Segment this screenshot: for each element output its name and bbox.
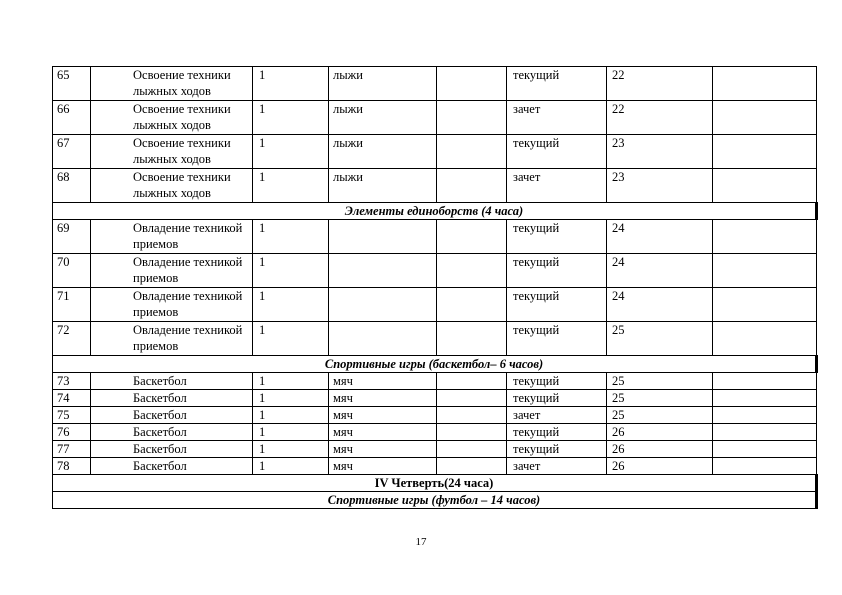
table-row [53, 441, 817, 458]
week-cell: 25 [607, 373, 713, 390]
control-type-cell: текущий [507, 390, 607, 407]
hours-cell: 1 [253, 373, 329, 390]
extra-cell [437, 373, 507, 390]
lesson-number-cell: 76 [53, 424, 91, 441]
week-cell: 23 [607, 169, 713, 203]
extra-cell [437, 288, 507, 322]
hours-cell: 1 [253, 288, 329, 322]
lesson-number-cell: 69 [53, 220, 91, 254]
extra-cell [437, 169, 507, 203]
section-heading-row [53, 203, 817, 220]
section-heading: Элементы единоборств (4 часа) [53, 203, 817, 220]
lesson-topic-cell: Освоение техники лыжных ходов [91, 101, 253, 135]
note-cell [713, 101, 817, 135]
lesson-number-cell: 71 [53, 288, 91, 322]
note-cell [713, 220, 817, 254]
table-row [53, 169, 817, 203]
section-heading-row [53, 475, 817, 492]
table-row [53, 373, 817, 390]
equipment-cell: лыжи [329, 101, 437, 135]
extra-cell [437, 220, 507, 254]
control-type-cell: зачет [507, 458, 607, 475]
lesson-topic-cell: Овладение техникой приемов [91, 322, 253, 356]
lesson-number-cell: 65 [53, 67, 91, 101]
equipment-cell [329, 288, 437, 322]
lesson-topic-cell: Баскетбол [91, 458, 253, 475]
hours-cell: 1 [253, 424, 329, 441]
hours-cell: 1 [253, 135, 329, 169]
lesson-number-cell: 66 [53, 101, 91, 135]
hours-cell: 1 [253, 254, 329, 288]
control-type-cell: текущий [507, 254, 607, 288]
lesson-topic-cell: Овладение техникой приемов [91, 288, 253, 322]
week-cell: 25 [607, 322, 713, 356]
control-type-cell: зачет [507, 407, 607, 424]
lesson-number-cell: 68 [53, 169, 91, 203]
hours-cell: 1 [253, 67, 329, 101]
extra-cell [437, 322, 507, 356]
section-heading: IV Четверть(24 часа) [53, 475, 817, 492]
lesson-topic-cell: Баскетбол [91, 424, 253, 441]
lesson-number-cell: 78 [53, 458, 91, 475]
control-type-cell: зачет [507, 101, 607, 135]
note-cell [713, 373, 817, 390]
table-row [53, 288, 817, 322]
week-cell: 24 [607, 254, 713, 288]
extra-cell [437, 390, 507, 407]
section-heading: Спортивные игры (футбол – 14 часов) [53, 492, 817, 509]
lesson-topic-cell: Баскетбол [91, 390, 253, 407]
equipment-cell: мяч [329, 373, 437, 390]
table-row [53, 220, 817, 254]
lesson-topic-cell: Овладение техникой приемов [91, 220, 253, 254]
table-row [53, 254, 817, 288]
lesson-topic-cell: Освоение техники лыжных ходов [91, 67, 253, 101]
extra-cell [437, 67, 507, 101]
lesson-topic-cell: Баскетбол [91, 373, 253, 390]
week-cell: 25 [607, 390, 713, 407]
note-cell [713, 135, 817, 169]
table-body [53, 67, 817, 509]
equipment-cell [329, 254, 437, 288]
equipment-cell: лыжи [329, 67, 437, 101]
note-cell [713, 407, 817, 424]
equipment-cell: лыжи [329, 135, 437, 169]
hours-cell: 1 [253, 441, 329, 458]
hours-cell: 1 [253, 458, 329, 475]
extra-cell [437, 458, 507, 475]
note-cell [713, 67, 817, 101]
note-cell [713, 254, 817, 288]
page-number: 17 [415, 536, 427, 548]
control-type-cell: текущий [507, 67, 607, 101]
lesson-number-cell: 67 [53, 135, 91, 169]
note-cell [713, 458, 817, 475]
section-heading-row [53, 492, 817, 509]
week-cell: 26 [607, 458, 713, 475]
table-row [53, 424, 817, 441]
section-heading-row [53, 356, 817, 373]
table-row [53, 407, 817, 424]
lesson-number-cell: 77 [53, 441, 91, 458]
hours-cell: 1 [253, 101, 329, 135]
equipment-cell [329, 220, 437, 254]
week-cell: 22 [607, 101, 713, 135]
lesson-number-cell: 70 [53, 254, 91, 288]
lesson-topic-cell: Овладение техникой приемов [91, 254, 253, 288]
hours-cell: 1 [253, 169, 329, 203]
equipment-cell: лыжи [329, 169, 437, 203]
note-cell [713, 322, 817, 356]
note-cell [713, 424, 817, 441]
hours-cell: 1 [253, 322, 329, 356]
section-heading: Спортивные игры (баскетбол– 6 часов) [53, 356, 817, 373]
table-row [53, 458, 817, 475]
note-cell [713, 441, 817, 458]
lesson-topic-cell: Освоение техники лыжных ходов [91, 135, 253, 169]
control-type-cell: текущий [507, 441, 607, 458]
control-type-cell: текущий [507, 288, 607, 322]
control-type-cell: текущий [507, 373, 607, 390]
control-type-cell: текущий [507, 322, 607, 356]
hours-cell: 1 [253, 407, 329, 424]
lesson-topic-cell: Баскетбол [91, 441, 253, 458]
lesson-number-cell: 74 [53, 390, 91, 407]
lesson-number-cell: 72 [53, 322, 91, 356]
equipment-cell: мяч [329, 424, 437, 441]
week-cell: 22 [607, 67, 713, 101]
note-cell [713, 390, 817, 407]
equipment-cell: мяч [329, 390, 437, 407]
table-row [53, 322, 817, 356]
extra-cell [437, 424, 507, 441]
equipment-cell: мяч [329, 441, 437, 458]
equipment-cell: мяч [329, 458, 437, 475]
week-cell: 24 [607, 288, 713, 322]
week-cell: 26 [607, 424, 713, 441]
hours-cell: 1 [253, 220, 329, 254]
table-row [53, 67, 817, 101]
extra-cell [437, 254, 507, 288]
control-type-cell: текущий [507, 220, 607, 254]
lesson-topic-cell: Баскетбол [91, 407, 253, 424]
control-type-cell: текущий [507, 424, 607, 441]
extra-cell [437, 101, 507, 135]
equipment-cell: мяч [329, 407, 437, 424]
lesson-plan-table [52, 66, 818, 509]
lesson-topic-cell: Освоение техники лыжных ходов [91, 169, 253, 203]
table-row [53, 135, 817, 169]
lesson-number-cell: 75 [53, 407, 91, 424]
control-type-cell: зачет [507, 169, 607, 203]
note-cell [713, 169, 817, 203]
note-cell [713, 288, 817, 322]
control-type-cell: текущий [507, 135, 607, 169]
extra-cell [437, 135, 507, 169]
table-row [53, 101, 817, 135]
extra-cell [437, 441, 507, 458]
week-cell: 26 [607, 441, 713, 458]
week-cell: 23 [607, 135, 713, 169]
equipment-cell [329, 322, 437, 356]
week-cell: 25 [607, 407, 713, 424]
lesson-number-cell: 73 [53, 373, 91, 390]
extra-cell [437, 407, 507, 424]
week-cell: 24 [607, 220, 713, 254]
hours-cell: 1 [253, 390, 329, 407]
table-row [53, 390, 817, 407]
